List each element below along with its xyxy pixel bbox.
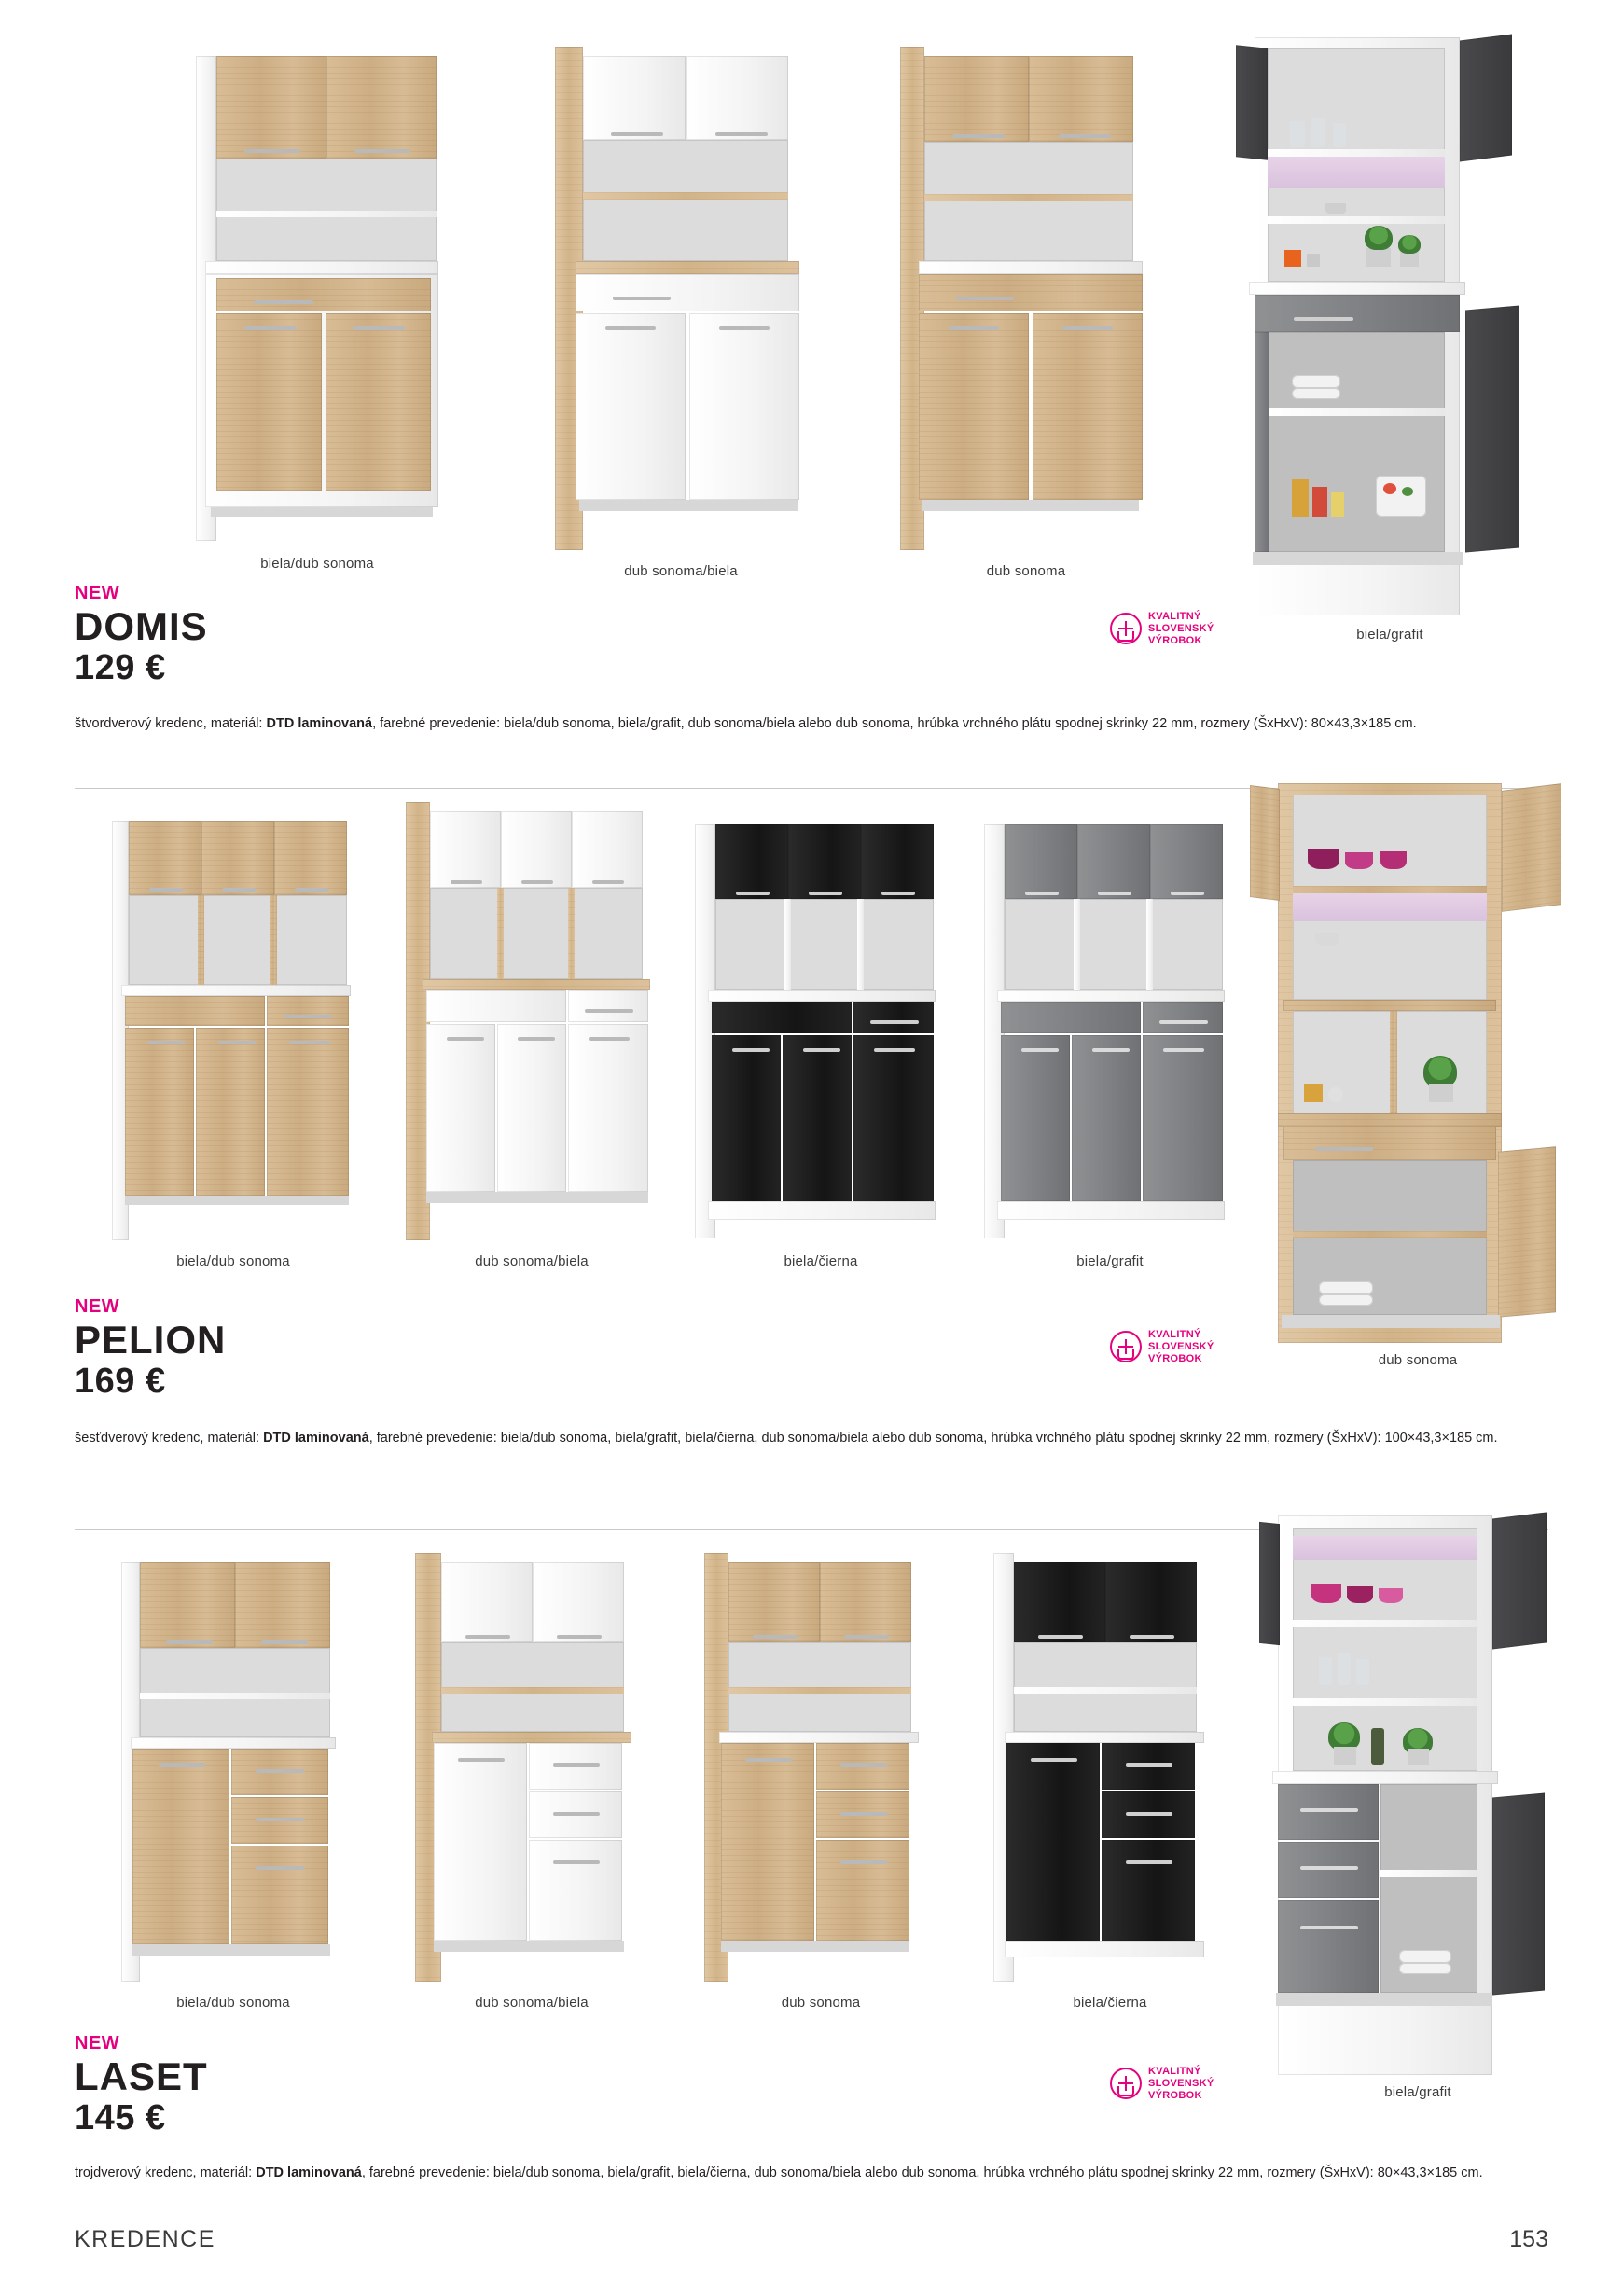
product-name: PELION xyxy=(75,1318,227,1362)
quality-stamp-line-1: KVALITNÝ xyxy=(1148,2066,1201,2077)
description-post: , farebné prevedenie: biela/dub sonoma, biela/grafit, biela/čierna, dub sonoma/biela alebo dub sonoma, hrúbka vrchného plátu spodnej skrinky 22 mm, rozmery (ŠxHxV): 100×43,3×185 cm. xyxy=(368,1431,1498,1445)
description-pre: trojdverový kredenc, materiál: xyxy=(75,2165,257,2180)
quality-seal-icon xyxy=(1110,613,1142,644)
product-title-block-pelion xyxy=(75,1296,466,1402)
description-bold: DTD laminovaná xyxy=(266,716,373,731)
variant-caption: biela/grafit xyxy=(1356,627,1423,643)
product-variant-image-3 xyxy=(877,47,1175,579)
quality-stamp-line-2: SLOVENSKÝ xyxy=(1148,2077,1214,2089)
variant-caption: dub sonoma xyxy=(986,563,1066,579)
product-variant-image-1 xyxy=(93,1562,373,2011)
quality-stamp xyxy=(1110,1329,1214,1365)
description-pre: šesťdverový kredenc, materiál: xyxy=(75,1431,264,1445)
new-badge: NEW xyxy=(75,1296,120,1317)
product-title-block-domis xyxy=(75,583,448,688)
variant-caption: biela/dub sonoma xyxy=(176,1253,290,1269)
quality-stamp-text xyxy=(1148,611,1214,647)
quality-stamp-text xyxy=(1148,1329,1214,1365)
product-variant-image-4 xyxy=(1222,37,1558,643)
quality-stamp xyxy=(1110,611,1214,647)
quality-stamp-line-3: VÝROBOK xyxy=(1148,2089,1202,2101)
page-footer xyxy=(75,2226,1548,2253)
product-variant-image-2 xyxy=(382,1553,681,2011)
variant-caption: biela/dub sonoma xyxy=(260,556,374,572)
product-variant-image-5 xyxy=(1231,783,1604,1368)
variant-caption: biela/čierna xyxy=(784,1253,858,1269)
product-price: 169 € xyxy=(75,1362,166,1402)
variant-caption: dub sonoma/biela xyxy=(475,1995,589,2011)
variant-caption: dub sonoma/biela xyxy=(475,1253,589,1269)
product-title-block-laset xyxy=(75,2033,466,2138)
variant-caption: biela/grafit xyxy=(1384,2084,1451,2100)
variant-caption: biela/čierna xyxy=(1073,1995,1147,2011)
quality-stamp-line-2: SLOVENSKÝ xyxy=(1148,1340,1214,1352)
product-variant-image-1 xyxy=(177,56,457,572)
product-variant-image-5 xyxy=(1241,1515,1595,2100)
footer-page-number: 153 xyxy=(1509,2226,1548,2252)
description-pre: štvordverový kredenc, materiál: xyxy=(75,716,267,731)
variant-caption: dub sonoma xyxy=(781,1995,861,2011)
quality-stamp xyxy=(1110,2066,1214,2102)
quality-stamp-line-3: VÝROBOK xyxy=(1148,1352,1202,1364)
description-post: , farebné prevedenie: biela/dub sonoma, biela/grafit, biela/čierna, dub sonoma/biela alebo dub sonoma, hrúbka vrchného plátu spodnej skrinky 22 mm, rozmery (ŠxHxV): 80×43,3×185 cm. xyxy=(361,2165,1483,2180)
variant-caption: dub sonoma xyxy=(1378,1352,1458,1368)
quality-stamp-text xyxy=(1148,2066,1214,2102)
product-variant-image-3 xyxy=(672,1553,970,2011)
quality-seal-icon xyxy=(1110,2068,1142,2099)
product-description-pelion xyxy=(75,1429,1548,1449)
product-section-domis xyxy=(75,0,1548,731)
product-variant-image-3 xyxy=(672,811,970,1269)
quality-seal-icon xyxy=(1110,1331,1142,1362)
product-variant-image-2 xyxy=(532,47,830,579)
product-price: 129 € xyxy=(75,648,166,688)
description-post: , farebné prevedenie: biela/dub sonoma, biela/grafit, dub sonoma/biela alebo dub sonoma, hrúbka vrchného plátu spodnej skrinky 22 mm, rozmery (ŠxHxV): 80×43,3×185 cm. xyxy=(372,716,1417,731)
product-section-laset xyxy=(75,1543,1548,2196)
variant-caption: biela/dub sonoma xyxy=(176,1995,290,2011)
product-name: DOMIS xyxy=(75,604,208,648)
new-badge: NEW xyxy=(75,583,120,603)
quality-stamp-line-2: SLOVENSKÝ xyxy=(1148,622,1214,634)
variant-caption: biela/grafit xyxy=(1076,1253,1144,1269)
product-name: LASET xyxy=(75,2054,208,2098)
product-variant-image-4 xyxy=(961,811,1259,1269)
quality-stamp-line-1: KVALITNÝ xyxy=(1148,611,1201,622)
product-price: 145 € xyxy=(75,2098,166,2138)
footer-category-title: KREDENCE xyxy=(75,2226,215,2252)
variant-caption: dub sonoma/biela xyxy=(624,563,738,579)
product-description-domis xyxy=(75,714,1548,735)
product-variant-image-2 xyxy=(382,802,681,1269)
product-description-laset xyxy=(75,2164,1548,2184)
description-bold: DTD laminovaná xyxy=(256,2165,362,2180)
product-section-pelion xyxy=(75,802,1548,1492)
quality-stamp-line-1: KVALITNÝ xyxy=(1148,1329,1201,1340)
description-bold: DTD laminovaná xyxy=(263,1431,369,1445)
new-badge: NEW xyxy=(75,2033,120,2054)
quality-stamp-line-3: VÝROBOK xyxy=(1148,634,1202,646)
product-variant-image-1 xyxy=(93,811,373,1269)
product-variant-image-4 xyxy=(961,1553,1259,2011)
